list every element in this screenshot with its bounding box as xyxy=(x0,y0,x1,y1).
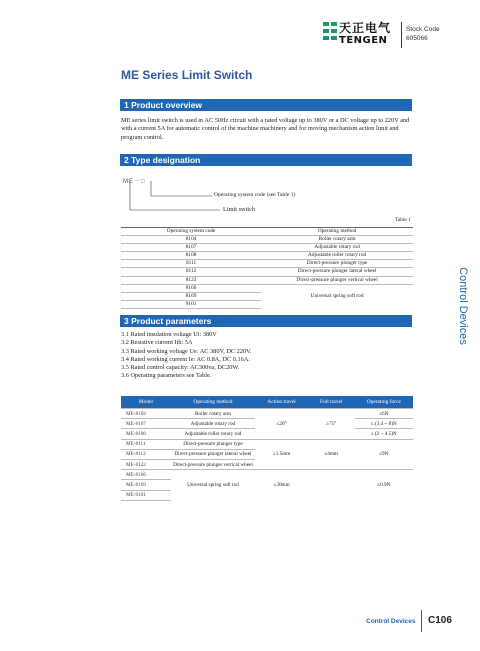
table-header-cell: Operating force xyxy=(355,396,413,409)
table-row xyxy=(121,409,413,419)
table-cell: Direct-pressure plunger lateral wheel xyxy=(261,268,413,276)
parameter-item: 3.4 Rated working current Ie: AC 0.8A, DC 0.16A. xyxy=(121,355,250,363)
table-cell: Direct-pressure plunger vertical wheel xyxy=(261,276,413,284)
operating-force-cell: ≤6N xyxy=(355,409,413,419)
table-row xyxy=(121,236,413,244)
footer-category: Control Devices xyxy=(366,618,416,625)
table-cell: 8107 xyxy=(121,244,261,252)
side-category-label: Control Devices xyxy=(457,267,469,345)
table-row xyxy=(121,260,413,268)
table-cell: 8169 xyxy=(121,292,261,300)
section-heading-product-parameters: 3 Product parameters xyxy=(120,315,412,327)
model-cell: ME-8107 xyxy=(121,419,171,429)
full-travel-cell xyxy=(308,470,355,501)
method-cell: Direct-pressure plunger vertical wheel xyxy=(171,459,256,469)
page-title: ME Series Limit Switch xyxy=(121,68,253,82)
limit-switch-label: Limit switch xyxy=(223,206,256,213)
method-cell: Universal spring soft rod xyxy=(171,470,256,501)
table-cell: 8108 xyxy=(121,252,261,260)
model-cell: ME-8108 xyxy=(121,429,171,439)
method-cell: Direct-pressure plunger type xyxy=(171,439,256,449)
table-row xyxy=(121,276,413,284)
table-header-cell: Operating method xyxy=(171,396,256,409)
action-travel-cell: ≤30mm xyxy=(255,470,308,501)
model-cell: ME-8112 xyxy=(121,449,171,459)
parameter-item: 3.2 Resistive current Ith: 5A xyxy=(121,339,193,347)
tengen-logo xyxy=(323,18,393,52)
stock-code-label: Stock Code xyxy=(406,26,440,33)
table-header-cell: Model xyxy=(121,396,171,409)
operating-force-cell: ≤0.9N xyxy=(355,470,413,501)
method-cell: Direct-pressure plunger lateral wheel xyxy=(171,449,256,459)
designation-bracket-lines xyxy=(120,181,240,219)
model-cell: ME-8169 xyxy=(121,480,171,490)
tengen-logo-icon xyxy=(323,22,337,40)
header-divider xyxy=(401,22,402,48)
table-row xyxy=(121,252,413,260)
table-row xyxy=(121,268,413,276)
table-row xyxy=(121,244,413,252)
table-cell: 8111 xyxy=(121,260,261,268)
table-1-label: Table 1 xyxy=(395,217,411,223)
model-cell: ME-8111 xyxy=(121,439,171,449)
footer-divider xyxy=(421,610,422,632)
side-category-tab xyxy=(454,231,472,381)
table-cell: Direct-pressure plunger type xyxy=(261,260,413,268)
table-header-cell: Full travel xyxy=(308,396,355,409)
operating-parameters-table xyxy=(121,396,413,501)
stock-code-value: 605066 xyxy=(406,35,428,42)
table-cell: 8104 xyxy=(121,236,261,244)
parameters-list xyxy=(121,331,251,381)
logo-english-name: TENGEN xyxy=(339,35,388,46)
parameter-item: 3.3 Rated working voltage Ue: AC 380V, DC 220V. xyxy=(121,347,252,355)
table-cell: Adjustable rotary rod xyxy=(261,244,413,252)
table-cell: 8122 xyxy=(121,276,261,284)
section-heading-type-designation: 2 Type designation xyxy=(120,154,412,166)
action-travel-cell: ≤20° xyxy=(255,409,308,440)
table-row xyxy=(121,284,413,292)
table-cell: Adjustable roller rotary rod xyxy=(261,252,413,260)
model-cell: ME-8104 xyxy=(121,409,171,419)
page-number: C106 xyxy=(428,615,452,626)
model-cell: ME-8122 xyxy=(121,459,171,469)
table-header-cell: Action travel xyxy=(255,396,308,409)
operating-force-cell: ≤ (2 ~ 4.5)N xyxy=(355,429,413,439)
action-travel-cell: ≤1.5mm xyxy=(255,439,308,470)
table-cell: Roller rotary arm xyxy=(261,236,413,244)
operating-force-cell: ≤ (3.4 ~ 8)N xyxy=(355,419,413,429)
table-cell: Universal spring soft rod xyxy=(261,284,413,308)
table-header-cell: Operating system code xyxy=(121,228,261,236)
full-travel-cell: ≥75° xyxy=(308,409,355,440)
overview-paragraph: ME series limit switch is used in AC 50Hz circuit with a rated voltage up to 380V or a DC voltage up to 220V and with a current 5A for automatic control of the machine machinery and for moving mechanism action limit and program control. xyxy=(121,117,410,141)
table-header-cell: Operating method xyxy=(261,228,413,236)
parameter-item: 3.5 Rated control capacity: AC300va, DC20W. xyxy=(121,364,240,372)
operating-force-cell: ≤9N xyxy=(355,439,413,470)
table-row xyxy=(121,439,413,449)
full-travel-cell: ≥4mm xyxy=(308,439,355,470)
parameter-item: 3.1 Rated insulation voltage Ui: 380V xyxy=(121,331,217,338)
method-cell: Adjustable roller rotary rod xyxy=(171,429,256,439)
table-header-row xyxy=(121,228,413,236)
model-cell: ME-9101 xyxy=(121,490,171,500)
table-cell: 8112 xyxy=(121,268,261,276)
parameter-item: 3.6 Operating parameters see Table. xyxy=(121,372,212,380)
table-header-row xyxy=(121,396,413,409)
designation-code: ME－□ xyxy=(123,179,146,185)
method-cell: Adjustable rotary rod xyxy=(171,419,256,429)
table-cell: 8166 xyxy=(121,284,261,292)
table-row xyxy=(121,470,413,480)
logo-chinese-name: 天正电气 xyxy=(339,21,392,35)
method-cell: Roller rotary arm xyxy=(171,409,256,419)
operating-system-table xyxy=(121,227,413,309)
stock-code-block xyxy=(406,25,440,43)
table-cell: 9101 xyxy=(121,300,261,308)
operating-system-code-label: Operating system code (see Table 1) xyxy=(214,192,296,198)
model-cell: ME-8166 xyxy=(121,470,171,480)
section-heading-overview: 1 Product overview xyxy=(120,99,412,111)
